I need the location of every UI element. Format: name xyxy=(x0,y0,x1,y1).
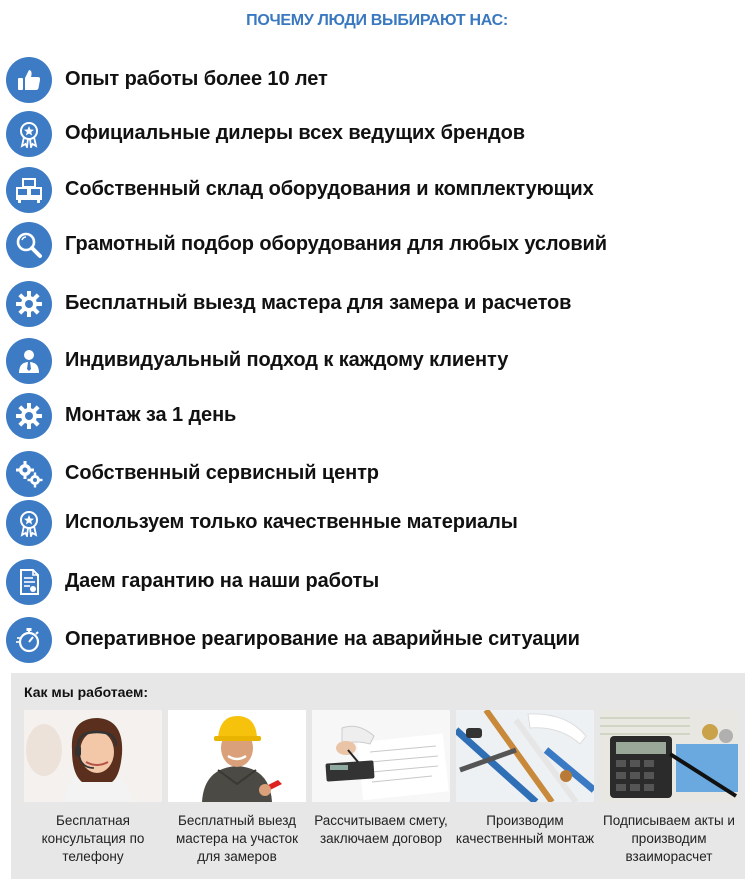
pipes-tools-photo xyxy=(456,710,594,802)
feature-text: Грамотный подбор оборудования для любых условий xyxy=(65,233,607,255)
award-badge-icon xyxy=(6,111,52,157)
calculator-documents-photo xyxy=(312,710,450,802)
step-text: Бесплатная консультация по телефону xyxy=(41,813,145,864)
feature-item xyxy=(0,615,754,665)
feature-item xyxy=(0,279,754,329)
feature-item xyxy=(0,165,754,215)
feature-item xyxy=(0,557,754,607)
worker-hardhat-photo xyxy=(168,710,306,802)
gear-icon xyxy=(6,393,52,439)
feature-item xyxy=(0,391,754,441)
step-card xyxy=(312,710,450,880)
how-we-work-section xyxy=(11,673,745,879)
calculator-coins-photo xyxy=(600,710,738,802)
feature-item xyxy=(0,109,754,159)
feature-text: Опыт работы более 10 лет xyxy=(65,68,328,90)
step-card xyxy=(600,710,738,880)
thumbs-up-icon xyxy=(6,57,52,103)
feature-text: Собственный склад оборудования и комплектующих xyxy=(65,178,594,200)
feature-text: Используем только качественные материалы xyxy=(65,511,518,533)
step-text: Бесплатный выезд мастера на участок для замеров xyxy=(175,813,299,864)
step-text: Производим качественный монтаж xyxy=(455,813,595,846)
operator-headset-photo xyxy=(24,710,162,802)
feature-item xyxy=(0,220,754,270)
step-text: Подписываем акты и производим взаиморасчет xyxy=(603,813,735,864)
feature-text: Даем гарантию на наши работы xyxy=(65,570,380,592)
award-badge-icon xyxy=(6,500,52,546)
features-list xyxy=(0,52,754,667)
person-icon xyxy=(6,338,52,384)
feature-text: Собственный сервисный центр xyxy=(65,462,379,484)
feature-text: Бесплатный выезд мастера для замера и расчетов xyxy=(65,292,572,314)
feature-text: Индивидуальный подход к каждому клиенту xyxy=(65,349,509,371)
feature-text: Оперативное реагирование на аварийные ситуации xyxy=(65,628,580,650)
gears-icon xyxy=(6,451,52,497)
how-we-work-title: Как мы работаем: xyxy=(24,684,149,700)
feature-item xyxy=(0,449,754,499)
step-card xyxy=(456,710,594,880)
feature-item xyxy=(0,498,754,548)
certificate-icon xyxy=(6,559,52,605)
step-text: Рассчитываем смету, заключаем договор xyxy=(314,813,448,846)
feature-text: Официальные дилеры всех ведущих брендов xyxy=(65,122,525,144)
step-card xyxy=(24,710,162,880)
stopwatch-icon xyxy=(6,617,52,663)
warehouse-boxes-icon xyxy=(6,167,52,213)
step-card xyxy=(168,710,306,880)
gear-icon xyxy=(6,281,52,327)
page-title: ПОЧЕМУ ЛЮДИ ВЫБИРАЮТ НАС: xyxy=(246,12,508,29)
feature-item xyxy=(0,55,754,105)
feature-item xyxy=(0,336,754,386)
feature-text: Монтаж за 1 день xyxy=(65,404,237,426)
magnifier-icon xyxy=(6,222,52,268)
